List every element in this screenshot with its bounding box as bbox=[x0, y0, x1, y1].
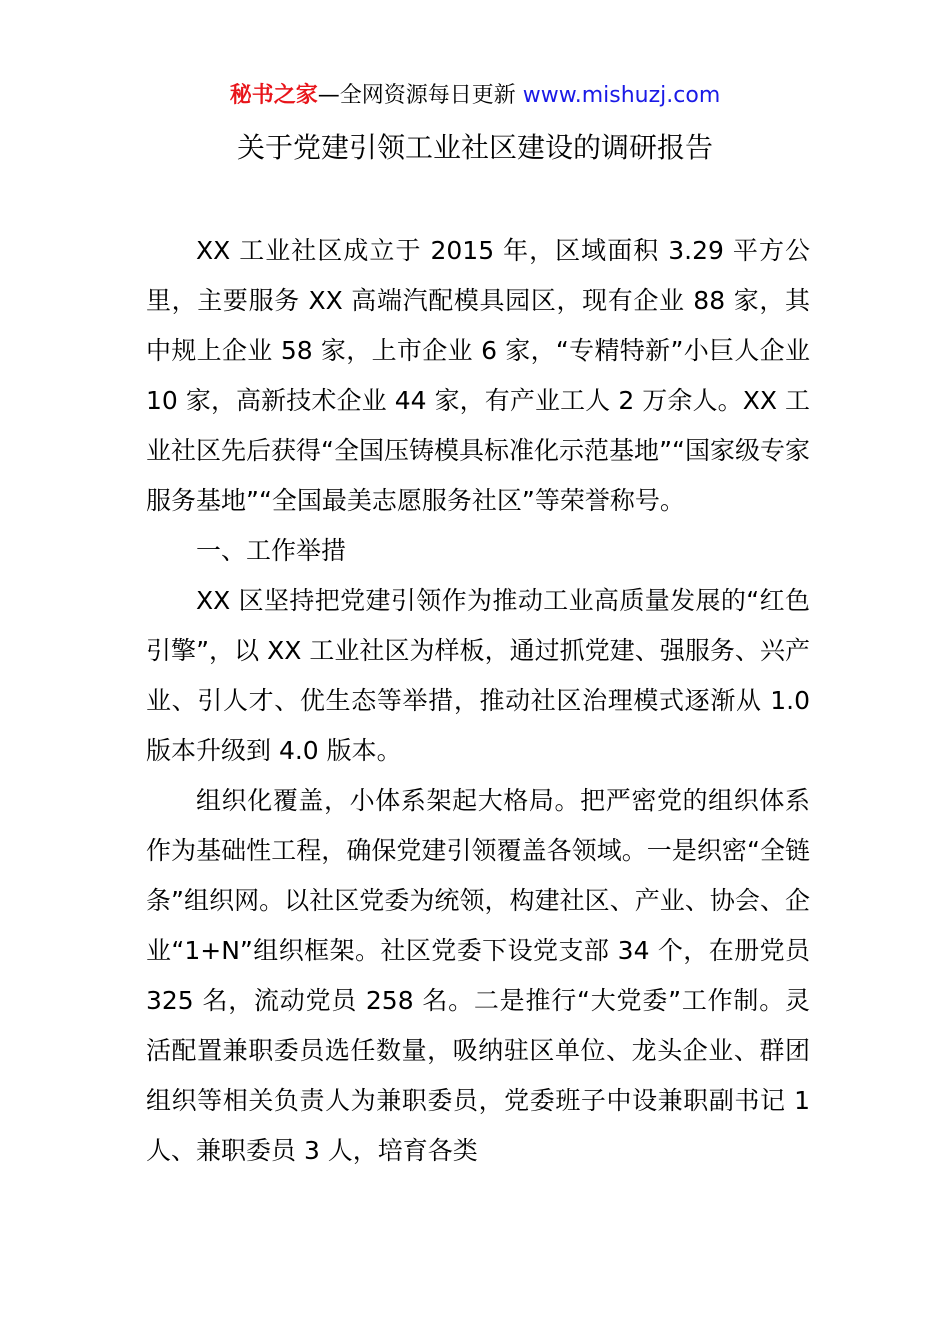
paragraph-intro: XX 工业社区成立于 2015 年，区域面积 3.29 平方公里，主要服务 XX 高端汽配模具园区，现有企业 88 家，其中规上企业 58 家，上市企业 6 家，“专精特新”小巨人企业 10 家，高新技术企业 44 家，有产业工人 2 万余人。XX 工业社区先后获得“全国压铸模具标准化示范基地”“国家级专家服务基地”“全国最美志愿服务社区”等荣誉称号。 bbox=[146, 236, 810, 515]
document-body bbox=[146, 226, 810, 1176]
paragraph-organization-coverage: 组织化覆盖，小体系架起大格局。把严密党的组织体系作为基础性工程，确保党建引领覆盖各领域。一是织密“全链条”组织网。以社区党委为统领，构建社区、产业、协会、企业“1+N”组织框架。社区党委下设党支部 34 个，在册党员 325 名，流动党员 258 名。二是推行“大党委”工作制。灵活配置兼职委员选任数量，吸纳驻区单位、龙头企业、群团组织等相关负责人为兼职委员，党委班子中设兼职副书记 1 人、兼职委员 3 人，培育各类 bbox=[146, 786, 810, 1165]
site-url: www.mishuzj.com bbox=[522, 83, 721, 108]
site-brand: 秘书之家 bbox=[229, 83, 318, 108]
section-heading-work-measures: 一、工作举措 bbox=[196, 536, 347, 565]
site-header bbox=[0, 80, 950, 112]
document-title: 关于党建引领工业社区建设的调研报告 bbox=[236, 131, 713, 164]
paragraph-measures-overview: XX 区坚持把党建引领作为推动工业高质量发展的“红色引擎”，以 XX 工业社区为样板，通过抓党建、强服务、兴产业、引人才、优生态等举措，推动社区治理模式逐渐从 1.0 版本升级到 4.0 版本。 bbox=[146, 586, 810, 765]
site-tagline: —全网资源每日更新 bbox=[317, 83, 523, 108]
